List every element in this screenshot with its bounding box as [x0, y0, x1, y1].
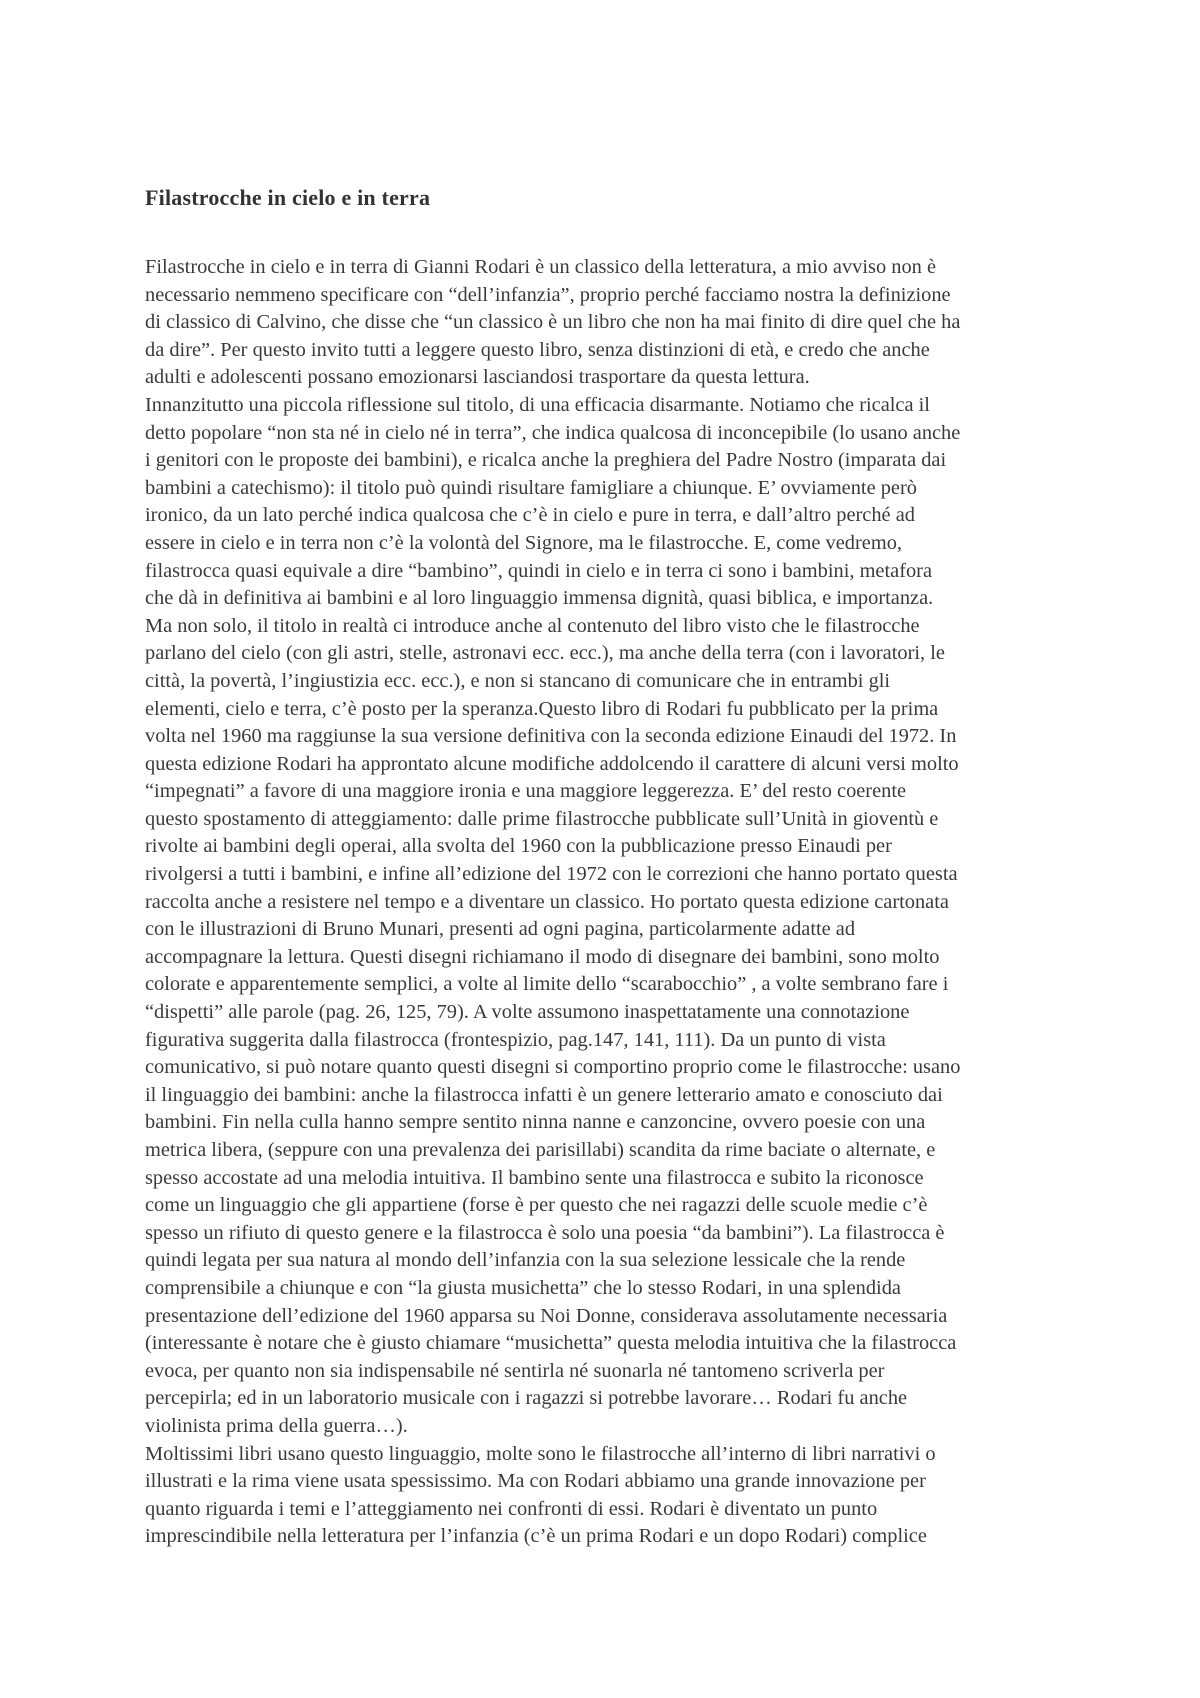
body-line: accompagnare la lettura. Questi disegni richiamano il modo di disegnare dei bambini, sono molto: [145, 945, 940, 968]
body-line: “dispetti” alle parole (pag. 26, 125, 79). A volte assumono inaspettatamente una connotazione: [145, 1001, 910, 1024]
body-line: che dà in definitiva ai bambini e al loro linguaggio immensa dignità, quasi biblica, e importanza.: [145, 587, 934, 610]
body-line: quindi legata per sua natura al mondo dell’infanzia con la sua selezione lessicale che la rende: [145, 1249, 906, 1272]
body-line: necessario nemmeno specificare con “dell’infanzia”, proprio perché facciamo nostra la definizione: [145, 283, 951, 306]
body-line: “impegnati” a favore di una maggiore ironia e una maggiore leggerezza. E’ del resto coerente: [145, 780, 907, 803]
body-line: adulti e adolescenti possano emozionarsi lasciandosi trasportare da questa lettura.: [145, 366, 810, 389]
body-line: presentazione dell’edizione del 1960 apparsa su Noi Donne, considerava assolutamente necessaria: [145, 1304, 948, 1327]
body-line: percepirla; ed in un laboratorio musicale con i ragazzi si potrebbe lavorare… Rodari fu anche: [145, 1387, 908, 1410]
body-line: rivolte ai bambini degli operai, alla svolta del 1960 con la pubblicazione presso Einaudi per: [145, 835, 892, 858]
body-line: Innanzitutto una piccola riflessione sul titolo, di una efficacia disarmante. Notiamo che ricalca il: [145, 393, 930, 416]
body-line: il linguaggio dei bambini: anche la filastrocca infatti è un genere letterario amato e conosciuto dai: [145, 1083, 943, 1106]
body-line: detto popolare “non sta né in cielo né in terra”, che indica qualcosa di inconcepibile (lo usano anche: [145, 421, 961, 444]
body-line: bambini. Fin nella culla hanno sempre sentito ninna nanne e canzoncine, ovvero poesie con una: [145, 1111, 926, 1134]
body-line: metrica libera, (seppure con una prevalenza dei parisillabi) scandita da rime baciate o alternate, e: [145, 1139, 936, 1161]
body-line: parlano del cielo (con gli astri, stelle, astronavi ecc. ecc.), ma anche della terra (con i lavoratori, le: [145, 642, 945, 665]
body-line: spesso un rifiuto di questo genere e la filastrocca è solo una poesia “da bambini”). La filastrocca è: [145, 1221, 945, 1244]
document-content: [145, 182, 1056, 1551]
body-line: violinista prima della guerra…).: [145, 1414, 408, 1437]
body-line: città, la povertà, l’ingiustizia ecc. ecc.), e non si stancano di comunicare che in entrambi gli: [145, 669, 891, 692]
body-line: questa edizione Rodari ha approntato alcune modifiche addolcendo il carattere di alcuni versi molto: [145, 752, 959, 775]
body-line: ironico, da un lato perché indica qualcosa che c’è in cielo e pure in terra, e dall’altro perché ad: [145, 504, 915, 527]
body-line: volta nel 1960 ma raggiunse la sua versione definitiva con la seconda edizione Einaudi del 1972. In: [145, 725, 957, 748]
body-line: di classico di Calvino, che disse che “un classico è un libro che non ha mai finito di dire quel che ha: [145, 311, 961, 334]
body-line: (interessante è notare che è giusto chiamare “musichetta” questa melodia intuitiva che la filastrocca: [145, 1332, 957, 1355]
body-line: colorate e apparentemente semplici, a volte al limite dello “scarabocchio” , a volte sembrano fare i: [145, 973, 949, 996]
document-title: Filastrocche in cielo e in terra: [145, 185, 431, 210]
body-line: rivolgersi a tutti i bambini, e infine all’edizione del 1972 con le correzioni che hanno portato questa: [145, 863, 958, 886]
body-line: filastrocca quasi equivale a dire “bambino”, quindi in cielo e in terra ci sono i bambini, metafora: [145, 559, 933, 582]
body-line: spesso accostate ad una melodia intuitiva. Il bambino sente una filastrocca e subito la riconosce: [145, 1166, 924, 1189]
body-line: i genitori con le proposte dei bambini), e ricalca anche la preghiera del Padre Nostro (imparata dai: [145, 449, 947, 472]
body-line: raccolta anche a resistere nel tempo e a diventare un classico. Ho portato questa edizione cartonata: [145, 890, 949, 913]
body-line: figurativa suggerita dalla filastrocca (frontespizio, pag.147, 141, 111). Da un punto di vista: [145, 1028, 886, 1051]
body-line: comprensibile a chiunque e con “la giusta musichetta” che lo stesso Rodari, in una splendida: [145, 1276, 901, 1299]
body-line: da dire”. Per questo invito tutti a leggere questo libro, senza distinzioni di età, e credo che anche: [145, 338, 930, 361]
body-line: illustrati e la rima viene usata spessissimo. Ma con Rodari abbiamo una grande innovazione per: [145, 1470, 926, 1493]
body-line: comunicativo, si può notare quanto questi disegni si comportino proprio come le filastrocche: usano: [145, 1056, 961, 1079]
body-line: bambini a catechismo): il titolo può quindi risultare famigliare a chiunque. E’ ovviamente però: [145, 476, 917, 499]
document-body: [145, 254, 1056, 1551]
body-line: essere in cielo e in terra non c’è la volontà del Signore, ma le filastrocche. E, come vedremo,: [145, 531, 902, 554]
body-line: questo spostamento di atteggiamento: dalle prime filastrocche pubblicate sull’Unità in gioventù e: [145, 807, 939, 830]
body-line: elementi, cielo e terra, c’è posto per la speranza.Questo libro di Rodari fu pubblicato per la prima: [145, 697, 939, 720]
body-line: Moltissimi libri usano questo linguaggio, molte sono le filastrocche all’interno di libri narrativi o: [145, 1442, 936, 1465]
body-line: imprescindibile nella letteratura per l’infanzia (c’è un prima Rodari e un dopo Rodari) complice: [145, 1525, 927, 1548]
body-line: come un linguaggio che gli appartiene (forse è per questo che nei ragazzi delle scuole medie c’è: [145, 1194, 928, 1217]
body-line: quanto riguarda i temi e l’atteggiamento nei confronti di essi. Rodari è diventato un punto: [145, 1497, 878, 1520]
body-line: Ma non solo, il titolo in realtà ci introduce anche al contenuto del libro visto che le filastrocche: [145, 614, 920, 637]
body-line: evoca, per quanto non sia indispensabile né sentirla né suonarla né tantomeno scriverla per: [145, 1359, 885, 1382]
body-line: Filastrocche in cielo e in terra di Gianni Rodari è un classico della letteratura, a mio avviso non è: [145, 256, 937, 278]
body-line: con le illustrazioni di Bruno Munari, presenti ad ogni pagina, particolarmente adatte ad: [145, 918, 856, 941]
